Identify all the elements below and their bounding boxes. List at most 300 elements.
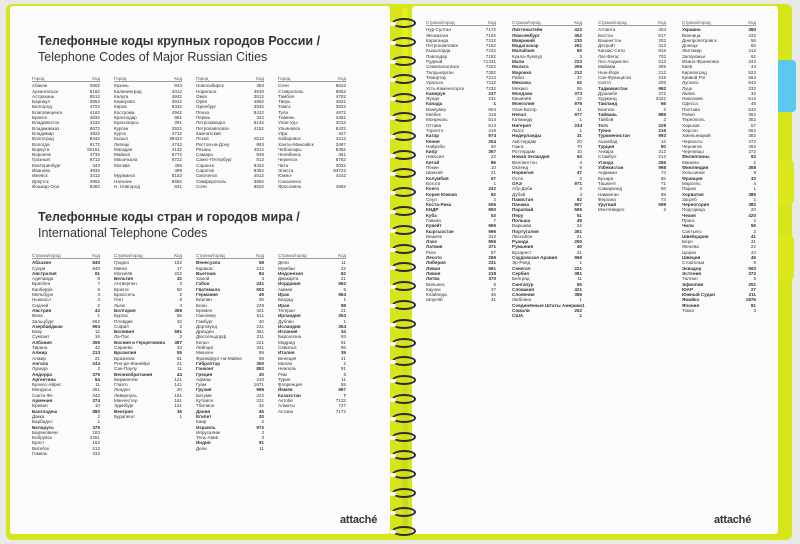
place-name: Парагвай: [512, 207, 534, 213]
dial-code: 506: [488, 202, 496, 208]
place-name: США: [512, 313, 524, 319]
place-name: Беларусь: [32, 424, 54, 430]
dial-code: 962: [338, 281, 346, 287]
dial-code: 852: [256, 366, 264, 372]
dial-code: 351: [338, 152, 346, 158]
dial-code: 55: [340, 382, 346, 388]
dial-code: 387: [174, 339, 182, 345]
brand-logo: attaché: [714, 514, 752, 526]
dial-code: 47: [576, 170, 582, 176]
dial-code: 40: [576, 244, 582, 250]
place-name: Осло: [512, 175, 524, 181]
dial-code: 8422: [335, 125, 346, 131]
table-row: [682, 308, 756, 313]
place-name: Днепропетровск: [682, 37, 717, 43]
place-name: Винница: [682, 32, 701, 38]
place-name: Бангкок: [598, 106, 615, 112]
dial-code: 2: [753, 228, 756, 234]
place-name: Уругвай: [598, 202, 617, 208]
place-name: Ньюкасл: [32, 297, 51, 303]
place-name: Пермь: [196, 115, 210, 121]
dial-code: 8332: [171, 104, 182, 110]
place-name: Житомир: [682, 48, 702, 54]
place-name: Сан-Франциско: [598, 74, 632, 80]
place-name: Одесса: [682, 101, 698, 107]
place-name: Манчестер: [114, 398, 138, 404]
place-name: Кения: [426, 138, 440, 144]
place-name: Улан-Батор: [512, 106, 537, 112]
place-name: Улан-Удэ: [278, 120, 298, 126]
dial-code: 5: [493, 281, 496, 287]
dial-code: 385: [748, 191, 756, 197]
place-name: Красноярск: [114, 120, 139, 126]
place-name: Венесуэла: [196, 260, 221, 266]
dial-code: 8722: [171, 157, 182, 163]
place-name: Черновцы: [682, 149, 704, 155]
dial-code: 3852: [89, 99, 100, 105]
dial-code: 511: [256, 313, 264, 319]
place-name: Архангельск: [32, 88, 59, 94]
dial-code: 2: [753, 217, 756, 223]
index-tab-yellow-1[interactable]: [776, 160, 794, 204]
place-name: Саранск: [196, 162, 214, 168]
place-name: Сингапур: [512, 281, 534, 287]
place-name: Гватемала: [196, 286, 220, 292]
place-name: Атланта: [598, 27, 616, 33]
dial-code: 662: [92, 318, 100, 324]
dial-code: 55: [176, 350, 182, 356]
place-name: Таиланд: [598, 101, 618, 107]
place-name: Панама: [512, 202, 530, 208]
dial-code: 21: [490, 170, 496, 176]
place-name: Йемен: [278, 387, 293, 393]
dial-code: 32: [750, 90, 756, 96]
place-name: Хельсинки: [682, 170, 705, 176]
dial-code: 313: [658, 43, 666, 49]
dial-code: 222: [174, 270, 182, 276]
dial-code: 3467: [335, 141, 346, 147]
place-name: Луанда: [32, 366, 48, 372]
column-header: Город Код: [114, 76, 182, 81]
place-name: Москва: [114, 162, 130, 168]
dial-code: 230: [574, 37, 582, 43]
place-name: Белград: [512, 276, 530, 282]
dial-code: 212: [658, 69, 666, 75]
dial-code: 36: [176, 408, 182, 414]
place-name: Черногория: [682, 202, 710, 208]
dial-code: 972: [256, 424, 264, 430]
dial-code: 10: [490, 165, 496, 171]
place-name: Витебск: [32, 445, 50, 451]
dial-code: 356: [574, 64, 582, 70]
place-name: Монголия: [512, 101, 535, 107]
column-header: Город Код: [278, 76, 346, 81]
place-name: Гавана: [426, 217, 441, 223]
dial-code: 976: [574, 101, 582, 107]
dial-code: 7172: [335, 408, 346, 414]
place-name: Хорватия: [682, 191, 704, 197]
place-name: Камерун: [426, 90, 446, 96]
place-name: Молдова: [512, 90, 533, 96]
place-name: Азербайджан: [32, 323, 63, 329]
dial-code: 6: [343, 371, 346, 377]
dial-code: 46: [750, 255, 756, 261]
place-name: Бостон: [598, 32, 614, 38]
dial-code: 7: [97, 281, 100, 287]
dial-code: 2: [261, 429, 264, 435]
binding-ring: [392, 338, 416, 348]
dial-code: 18: [94, 334, 100, 340]
place-name: Лос-Анджелес: [598, 59, 629, 65]
dial-code: 32: [176, 318, 182, 324]
dial-code: 12: [660, 138, 666, 144]
place-name: Подгорица: [682, 207, 705, 213]
dial-code: 995: [256, 387, 264, 393]
place-name: Кировоград: [682, 69, 707, 75]
dial-code: 352: [574, 32, 582, 38]
dial-code: 56: [176, 313, 182, 319]
place-name: Жезказган: [426, 32, 449, 38]
dial-code: 2: [97, 297, 100, 303]
dial-code: 41: [340, 355, 346, 361]
place-name: Лихтенштейн: [512, 27, 543, 33]
dial-code: 8782: [335, 157, 346, 163]
dial-code: 4932: [89, 168, 100, 174]
binding-ring: [392, 526, 416, 536]
dial-code: 514: [488, 117, 496, 123]
place-name: Уральск: [426, 80, 444, 86]
place-name: Бобруйск: [32, 435, 52, 441]
dial-code: 4162: [89, 109, 100, 115]
place-name: Севилья: [278, 345, 297, 351]
place-name: Чита: [278, 162, 289, 168]
dial-code: 3: [261, 435, 264, 441]
place-name: Иран: [278, 302, 290, 308]
place-name: Кызылорда: [426, 48, 451, 54]
dial-code: 4: [579, 191, 582, 197]
dial-code: 39422: [169, 136, 182, 142]
place-name: Льеж: [114, 302, 125, 308]
place-name: Рудный: [426, 59, 443, 65]
place-name: Манила: [682, 159, 699, 165]
place-name: Буэнос-Айрес: [32, 382, 62, 388]
dial-code: 46: [490, 292, 496, 298]
place-name: Брюгге: [114, 286, 129, 292]
dial-code: 212: [256, 265, 264, 271]
column-header: Страна/город Код: [114, 253, 182, 258]
binding-ring: [392, 319, 416, 329]
place-name: Астрахань: [32, 93, 55, 99]
dial-code: 977: [574, 112, 582, 118]
place-name: Малайзия: [512, 48, 535, 54]
dial-code: 604: [488, 106, 496, 112]
dial-code: 4842: [171, 93, 182, 99]
dial-code: 228: [256, 302, 264, 308]
dial-code: 84: [258, 270, 264, 276]
dial-code: 91: [258, 440, 264, 446]
column-header: Страна/город Код: [32, 253, 100, 258]
place-name: Брест: [32, 440, 45, 446]
binding-ring: [392, 131, 416, 141]
dial-code: 965: [488, 223, 496, 229]
place-name: Шанхай: [426, 170, 443, 176]
place-name: Париж: [682, 186, 697, 192]
dial-code: 56: [750, 37, 756, 43]
dial-code: 4922: [89, 130, 100, 136]
dial-code: 32: [258, 403, 264, 409]
place-name: Ярославль: [278, 183, 302, 189]
binding-ring: [392, 112, 416, 122]
dial-code: 418: [488, 112, 496, 118]
place-name: Ижевск: [32, 173, 48, 179]
place-name: ЮАР: [682, 286, 694, 292]
dial-code: 4242: [335, 173, 346, 179]
dial-code: 251: [748, 281, 756, 287]
dial-code: 7152: [485, 43, 496, 49]
place-name: Воркута: [32, 146, 50, 152]
dial-code: 4942: [171, 109, 182, 115]
dial-code: 964: [338, 292, 346, 298]
dial-code: 4832: [89, 115, 100, 121]
dial-code: 69: [660, 191, 666, 197]
dial-code: 1: [97, 313, 100, 319]
place-name: Донецк: [682, 43, 698, 49]
place-name: Квебек: [426, 112, 441, 118]
place-name: Амман: [278, 286, 293, 292]
place-name: Тегеран: [278, 307, 295, 313]
place-name: Канада: [426, 101, 443, 107]
dial-code: 8112: [254, 136, 264, 142]
russian-cities-title-en: Telephone Codes of Major Russian Cities: [38, 50, 268, 64]
dial-code: 228: [658, 122, 666, 128]
dial-code: 2: [753, 159, 756, 165]
dial-code: 840: [92, 260, 100, 266]
dial-code: 3: [579, 53, 582, 59]
place-name: Окленд: [512, 165, 529, 171]
place-name: Вена: [32, 313, 43, 319]
dial-code: 3522: [171, 125, 182, 131]
place-name: Нигерия: [512, 122, 531, 128]
dial-code: 231: [256, 398, 264, 404]
right-page: [412, 6, 778, 534]
place-name: Курган: [114, 125, 129, 131]
place-name: Ганновер: [196, 313, 216, 319]
dial-code: 2: [179, 323, 182, 329]
place-name: Либерия: [426, 260, 446, 266]
dial-code: 1: [579, 297, 582, 303]
place-name: Кипр: [426, 149, 438, 155]
dial-code: 370: [488, 276, 496, 282]
dial-code: 598: [658, 202, 666, 208]
dial-code: 58: [258, 260, 264, 266]
place-name: Египет: [196, 413, 212, 419]
place-name: Гибралтар: [196, 360, 221, 366]
place-name: Пакистан: [512, 196, 534, 202]
place-name: Омск: [196, 93, 208, 99]
dial-code: 62: [750, 43, 756, 49]
place-name: Ростов-на-Дону: [196, 141, 230, 147]
place-name: Нидерланды: [512, 133, 542, 139]
dial-code: 39: [340, 350, 346, 356]
place-name: Туркменистан: [598, 133, 630, 139]
dial-code: 1: [579, 117, 582, 123]
dial-code: 82151: [87, 146, 100, 152]
dial-code: 31: [576, 133, 582, 139]
column-header: Страна/город Код: [196, 253, 264, 258]
dial-code: 4872: [335, 109, 346, 115]
place-name: Бирмингем: [114, 376, 138, 382]
dial-code: 4132: [171, 146, 182, 152]
dial-code: 412: [748, 48, 756, 54]
dial-code: 216: [658, 127, 666, 133]
dial-code: 8352: [335, 146, 346, 152]
place-name: Пловдив: [114, 318, 133, 324]
dial-code: 3952: [89, 178, 100, 184]
dial-code: 6: [753, 276, 756, 282]
dial-code: 57: [490, 175, 496, 181]
dial-code: 51: [576, 212, 582, 218]
dial-code: 218: [488, 270, 496, 276]
place-name: Румыния: [512, 244, 534, 250]
dial-code: 8652: [335, 88, 346, 94]
place-name: Лас-Вегас: [598, 53, 620, 59]
place-name: Бухара: [598, 175, 614, 181]
dial-code: 152: [174, 260, 182, 266]
place-name: Глазго: [114, 382, 128, 388]
place-name: Кутаиси: [196, 398, 214, 404]
place-name: Дания: [196, 408, 211, 414]
dial-code: 11: [341, 260, 346, 266]
place-name: Тайбэй: [598, 117, 614, 123]
table-row: [426, 297, 496, 302]
dial-code: 242: [488, 186, 496, 192]
dial-code: 21: [176, 360, 182, 366]
place-name: Гаага: [512, 143, 524, 149]
dial-code: 206: [658, 80, 666, 86]
place-name: Польша: [512, 217, 531, 223]
dial-code: 1876: [745, 297, 756, 303]
dial-code: 261: [574, 43, 582, 49]
place-name: Ла-Пас: [114, 334, 130, 340]
place-name: Аргентина: [32, 376, 56, 382]
place-name: Барселона: [278, 334, 302, 340]
place-name: Черкесск: [278, 157, 298, 163]
dial-code: 82: [490, 191, 496, 197]
index-tab-blue[interactable]: [776, 60, 796, 112]
dial-code: 564: [748, 74, 756, 80]
place-name: Сенегал: [512, 265, 531, 271]
place-name: Киев: [682, 64, 693, 70]
place-name: Астана: [278, 408, 294, 414]
dial-code: 342: [748, 59, 756, 65]
dial-code: 7102: [485, 32, 496, 38]
place-name: Кемерово: [114, 99, 135, 105]
place-name: Чехия: [682, 212, 696, 218]
dial-code: 98: [340, 302, 346, 308]
place-name: Грозный: [32, 157, 50, 163]
place-name: Франция: [682, 175, 703, 181]
place-name: Филиппины: [682, 154, 710, 160]
dial-code: 4812: [253, 173, 264, 179]
index-tab-yellow-2[interactable]: [776, 236, 794, 280]
place-name: Гамбург: [196, 318, 213, 324]
place-name: Ливия: [426, 270, 441, 276]
place-name: Германия: [196, 292, 218, 298]
dial-code: 416: [488, 127, 496, 133]
place-name: Петропавловск: [426, 43, 459, 49]
dial-code: 1: [579, 127, 582, 133]
place-name: Тель-Авив: [196, 435, 219, 441]
place-name: Дели: [196, 445, 207, 451]
dial-code: 383: [256, 83, 264, 89]
dial-code: 7132: [335, 398, 346, 404]
place-name: Тунис: [598, 127, 612, 133]
code-column: [682, 20, 756, 313]
dial-code: 421: [256, 307, 264, 313]
place-name: Дублин: [278, 318, 294, 324]
dial-code: 43: [94, 307, 100, 313]
dial-code: 8152: [171, 173, 182, 179]
place-name: ОАЭ: [512, 180, 522, 186]
code-column: [32, 253, 100, 456]
place-name: Магадан: [114, 146, 133, 152]
place-name: Абу-Даби: [512, 186, 533, 192]
dial-code: 232: [92, 450, 100, 456]
place-name: Вологда: [32, 141, 50, 147]
dial-code: 12: [94, 329, 100, 335]
dial-code: 4212: [335, 136, 346, 142]
place-name: Рязань: [196, 146, 211, 152]
column-header: Страна/город Код: [278, 253, 346, 258]
place-name: Иркутск: [32, 178, 49, 184]
dial-code: 256: [658, 159, 666, 165]
place-name: Петропавловск-: [196, 125, 230, 131]
dial-code: 3452: [335, 115, 346, 121]
place-name: Детройт: [598, 43, 616, 49]
table-row: [196, 184, 264, 189]
dial-code: 3412: [89, 173, 100, 179]
place-name: Лондон: [114, 387, 130, 393]
code-column: [426, 20, 496, 303]
place-name: Павлодар: [426, 53, 448, 59]
place-name: Сиэтл: [598, 80, 611, 86]
place-name: Новая Зеландия: [512, 154, 550, 160]
place-name: Мадагаскар: [512, 43, 539, 49]
place-name: Худжанд: [598, 96, 617, 102]
place-name: Веллингтон: [512, 159, 537, 165]
dial-code: 32: [176, 276, 182, 282]
binding-ring: [392, 56, 416, 66]
dial-code: 886: [658, 112, 666, 118]
place-name: Албания: [32, 339, 52, 345]
dial-code: 261: [92, 387, 100, 393]
dial-code: 374: [92, 398, 100, 404]
dial-code: 2: [663, 106, 666, 112]
dial-code: 1: [493, 180, 496, 186]
place-name: Батуми: [196, 392, 212, 398]
dial-code: 8142: [253, 120, 264, 126]
dial-code: 56: [750, 223, 756, 229]
dial-code: 2: [97, 302, 100, 308]
place-name: Греция: [196, 371, 213, 377]
column-header: Город Код: [32, 76, 100, 81]
place-name: Болгария: [114, 307, 136, 313]
dial-code: 44: [750, 249, 756, 255]
dial-code: 20: [258, 413, 264, 419]
place-name: Талдыкорган: [426, 69, 454, 75]
place-name: Марсель: [682, 180, 701, 186]
dial-code: 840: [92, 265, 100, 271]
